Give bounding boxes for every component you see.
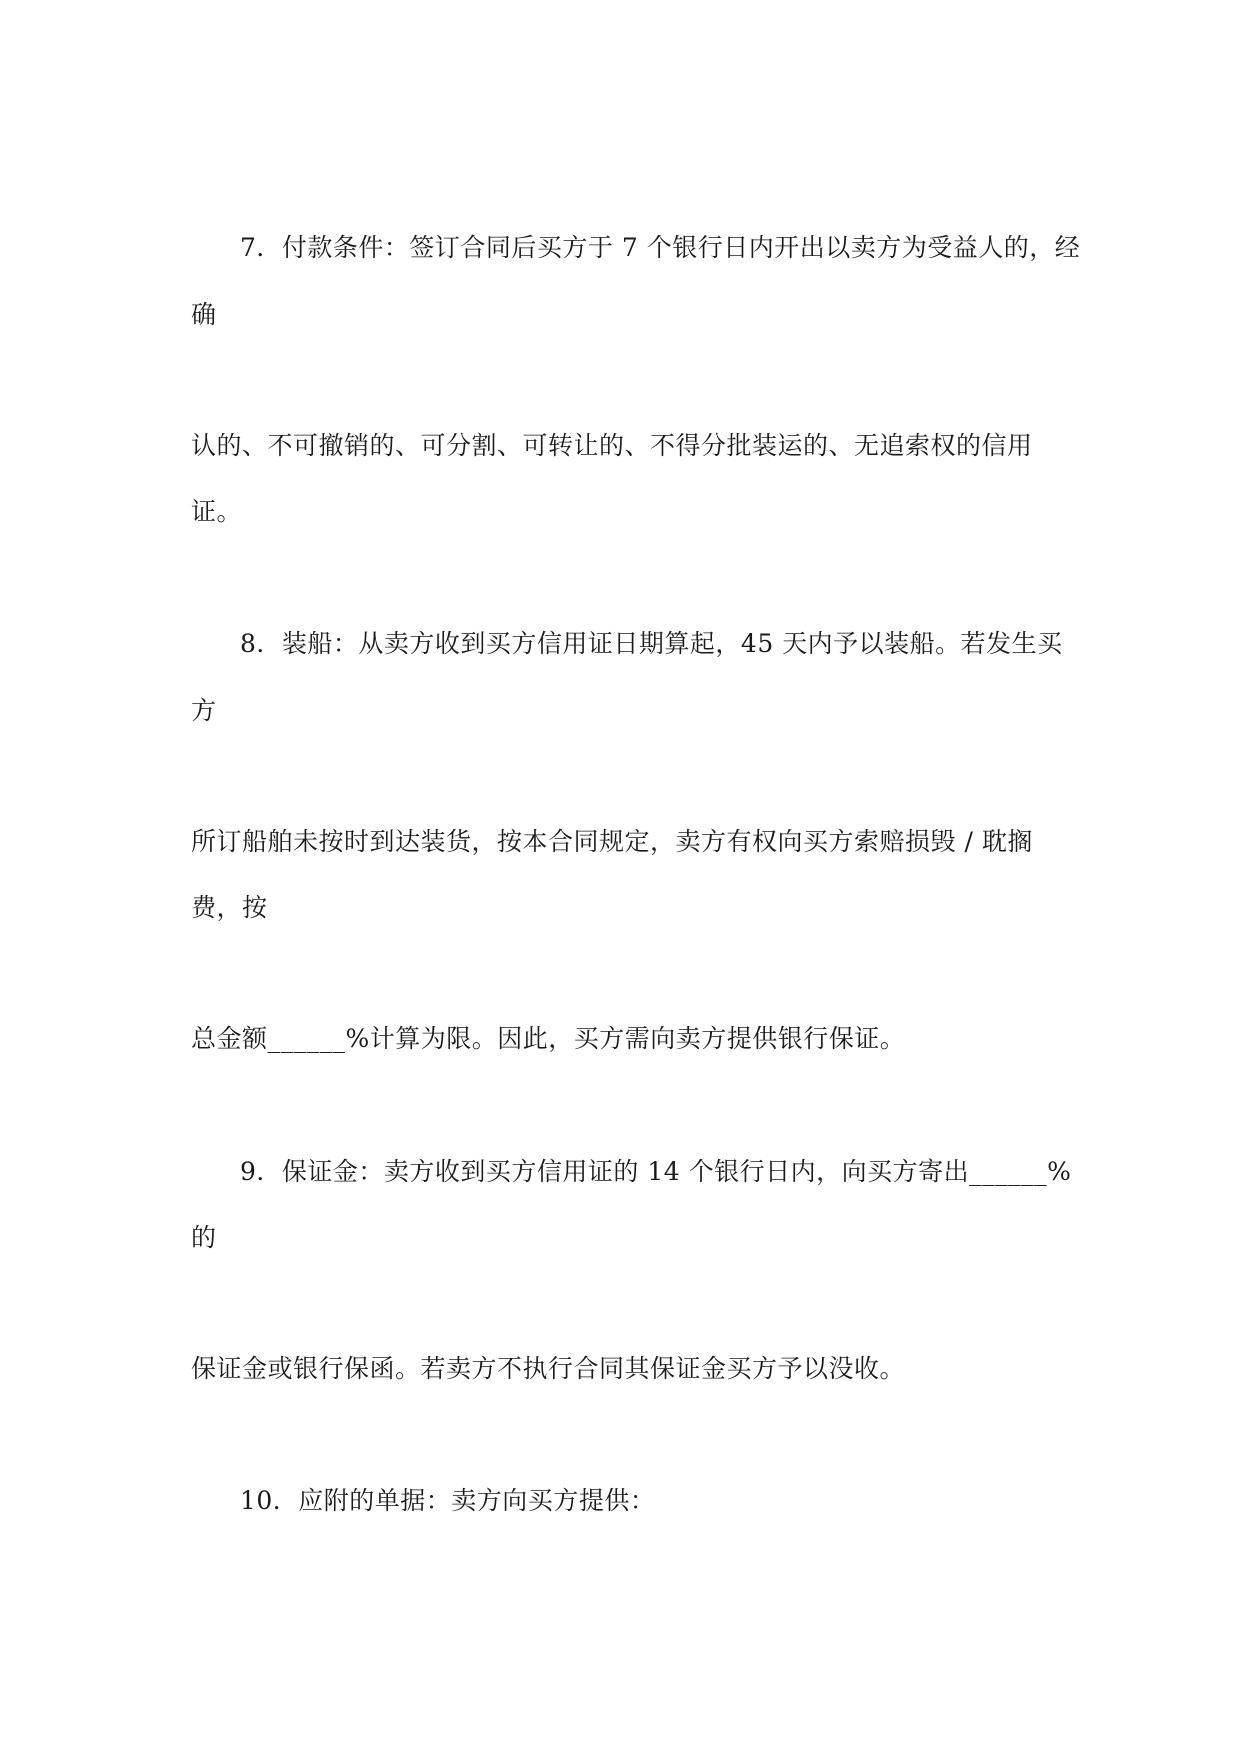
clause-7-line-4: 证。 (191, 497, 243, 526)
clause-9-line-3: 保证金或银行保函。若卖方不执行合同其保证金买方予以没收。 (191, 1354, 906, 1383)
clause-8-line-3: 所订船舶未按时到达装货，按本合同规定，卖方有权向买方索赔损毁 / 耽搁 (191, 827, 1033, 856)
clause-8-line-5: 总金额______%计算为限。因此，买方需向卖方提供银行保证。 (191, 1024, 906, 1053)
clause-8-line-1: 8．装船：从卖方收到买方信用证日期算起，45 天内予以装船。若发生买 (240, 629, 1063, 658)
clause-9-line-2: 的 (191, 1223, 217, 1252)
clause-8-line-2: 方 (191, 696, 217, 725)
clause-8-line-4: 费，按 (191, 893, 268, 922)
clause-7-line-2: 确 (191, 300, 217, 329)
clause-9-line-1: 9．保证金：卖方收到买方信用证的 14 个银行日内，向买方寄出______% (240, 1157, 1072, 1186)
clause-7-line-1: 7．付款条件：签订合同后买方于 7 个银行日内开出以卖方为受益人的，经 (240, 233, 1081, 262)
clause-10-line-1: 10．应附的单据：卖方向买方提供： (240, 1486, 656, 1515)
clause-7-line-3: 认的、不可撤销的、可分割、可转让的、不得分批装运的、无追索权的信用 (191, 431, 1033, 460)
